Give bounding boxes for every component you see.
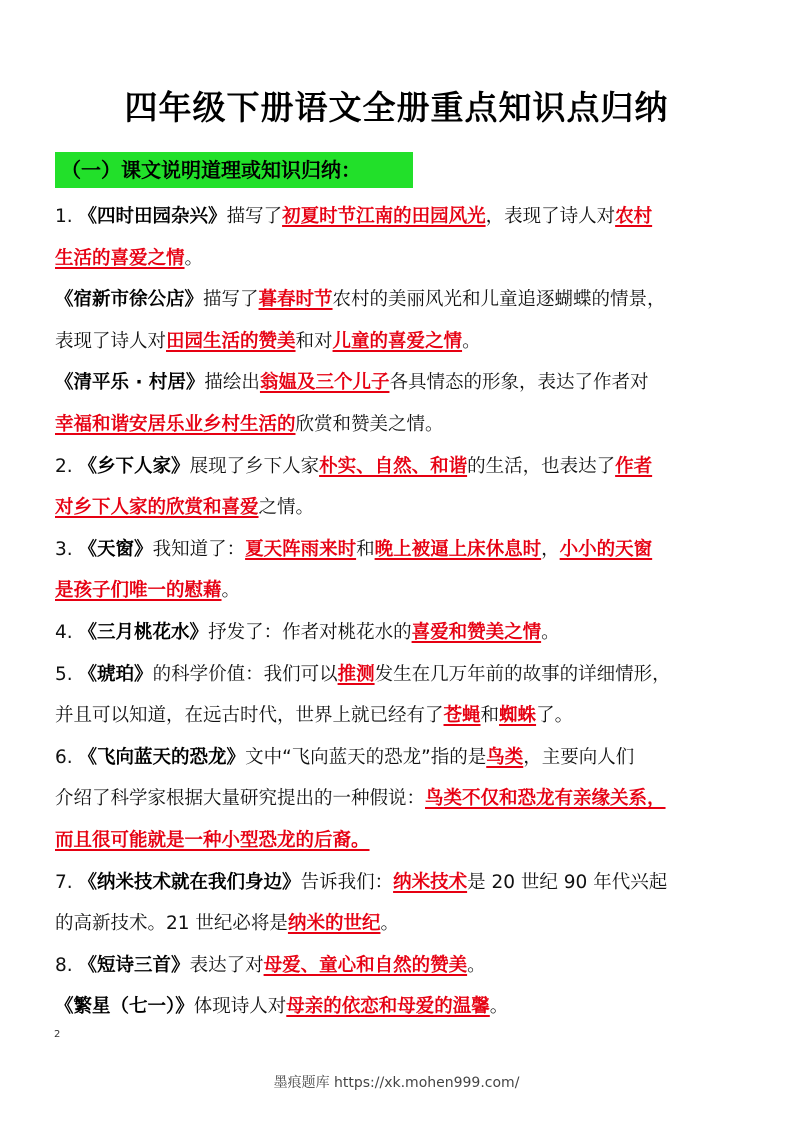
- key-phrase: 纳米的世纪: [287, 913, 381, 935]
- key-phrase: 喜爱和赞美之情: [411, 621, 542, 643]
- text-line: [55, 945, 745, 987]
- text-line: [55, 487, 745, 529]
- body-text: 。: [221, 580, 241, 602]
- text-line: [55, 737, 745, 779]
- body-text: 农村的美丽风光和儿童追逐蝴蝶的情景，: [332, 289, 666, 311]
- lesson-title: 《四时田园杂兴》: [78, 206, 227, 227]
- lesson-title: 《飞向蓝天的恐龙》: [78, 746, 246, 768]
- key-phrase: 鸟类不仅和恐龙有亲缘关系，: [425, 788, 666, 810]
- body-text: 我知道了：: [152, 538, 246, 560]
- body-text: 。: [462, 330, 481, 352]
- footer-watermark: 墨痕题库 https://xk.mohen999.com/: [273, 1075, 520, 1091]
- text-line: [55, 238, 745, 280]
- key-phrase: 而且很可能就是一种小型恐龙的后裔。: [55, 829, 370, 851]
- body-text: 的高新技术。21 世纪必将是: [55, 913, 288, 935]
- body-text: 发生在几万年前的故事的详细情形，: [374, 663, 671, 685]
- body-text: 是 20 世纪 90 年代兴起: [467, 871, 668, 893]
- text-line: [55, 404, 745, 446]
- key-phrase: 田园生活的赞美: [166, 330, 296, 352]
- text-line: [55, 695, 745, 737]
- key-phrase: 对乡下人家的欣赏和喜爱: [55, 497, 259, 519]
- key-phrase: 夏天阵雨来时: [245, 538, 357, 560]
- key-phrase: 暮春时节: [258, 289, 333, 311]
- text-line: [55, 362, 745, 404]
- body-text: ，表现了诗人对: [485, 206, 616, 227]
- body-text: 描写了: [203, 289, 259, 311]
- key-phrase: 推测: [337, 663, 375, 685]
- body-text: 。: [541, 621, 560, 643]
- body-text: 的科学价值：我们可以: [152, 663, 338, 685]
- body-text: 1.: [55, 206, 79, 227]
- body-text: 表现了诗人对: [55, 330, 167, 352]
- text-line: [55, 529, 745, 571]
- section-heading: （一）课文说明道理或知识归纳：: [55, 152, 413, 188]
- body-text: 告诉我们：: [300, 871, 394, 893]
- body-text: 4.: [55, 621, 79, 643]
- body-text: 3.: [55, 538, 79, 560]
- lesson-title: 《宿新市徐公店》: [55, 289, 204, 311]
- key-phrase: 母爱、童心和自然的赞美: [263, 954, 468, 976]
- text-line: [55, 279, 745, 321]
- body-text: 。: [380, 913, 399, 935]
- key-phrase: 作者: [615, 455, 653, 477]
- body-text: 和: [480, 705, 500, 727]
- body-text: 2.: [55, 455, 79, 477]
- body-text: 和对: [295, 330, 333, 352]
- text-line: [55, 986, 745, 1028]
- body-text: 。: [184, 247, 204, 269]
- page-title: 四年级下册语文全册重点知识点归纳: [124, 88, 669, 127]
- key-phrase: 苍蝇: [443, 705, 481, 727]
- key-phrase: 鸟类: [486, 746, 524, 768]
- body-text: 5.: [55, 663, 79, 685]
- key-phrase: 翁媪及三个儿子: [259, 372, 390, 394]
- body-text: 的生活，也表达了: [467, 455, 616, 477]
- key-phrase: 晚上被逼上床休息时: [374, 538, 542, 560]
- lesson-title: 《纳米技术就在我们身边》: [78, 871, 301, 893]
- key-phrase: 蜘蛛: [499, 705, 537, 727]
- body-text: 表达了对: [189, 954, 264, 976]
- key-phrase: 纳米技术: [393, 871, 468, 893]
- lesson-title: 《琥珀》: [78, 663, 153, 685]
- lesson-title: 《三月桃花水》: [78, 621, 209, 643]
- key-phrase: 母亲的依恋和母爱的温馨: [286, 996, 490, 1018]
- key-phrase: 农村: [615, 206, 653, 227]
- body-text: 抒发了：作者对桃花水的: [208, 621, 412, 643]
- body-text: 。: [467, 954, 486, 976]
- body-text: 8.: [55, 954, 79, 976]
- body-text: 6.: [55, 746, 79, 768]
- text-line: [55, 778, 745, 820]
- text-line: [55, 446, 745, 488]
- lesson-title: 《乡下人家》: [78, 455, 190, 477]
- body-text: 和: [356, 538, 375, 560]
- body-text: 了。: [536, 705, 574, 727]
- body-text: 各具情态的形象，表达了作者对: [389, 372, 649, 394]
- lesson-title: 《天窗》: [78, 538, 153, 560]
- text-line: [55, 862, 745, 904]
- text-line: [55, 820, 745, 862]
- body-text: 欣赏和赞美之情。: [295, 413, 444, 435]
- body-text: 。: [489, 996, 509, 1018]
- key-phrase: 幸福和谐安居乐业乡村生活的: [55, 413, 296, 435]
- lesson-title: 《短诗三首》: [78, 954, 190, 976]
- lesson-title: 《繁星（七一）》: [55, 996, 194, 1018]
- key-phrase: 儿童的喜爱之情: [332, 330, 463, 352]
- key-phrase: 朴实、自然、和谐: [319, 455, 468, 477]
- body-text: 体现诗人对: [193, 996, 287, 1018]
- key-phrase: 初夏时节江南的田园风光: [282, 206, 486, 227]
- page-number: 2: [54, 1029, 61, 1040]
- body-text: 文中“飞向蓝天的恐龙”指的是: [245, 746, 487, 768]
- body-text: 介绍了科学家根据大量研究提出的一种假说：: [55, 788, 426, 810]
- text-line: [55, 321, 745, 363]
- body-text: 展现了乡下人家: [189, 455, 320, 477]
- key-phrase: 小小的天窗: [559, 538, 653, 560]
- key-phrase: 生活的喜爱之情: [55, 247, 185, 269]
- body-text: 7.: [55, 871, 79, 893]
- body-text: 之情。: [258, 497, 315, 519]
- body-text: 并且可以知道，在远古时代，世界上就已经有了: [55, 705, 444, 727]
- body-text: 描绘出: [204, 372, 260, 394]
- body-text: ，主要向人们: [523, 746, 635, 768]
- body-text: ，: [541, 538, 560, 560]
- text-line: [55, 196, 745, 238]
- text-line: [55, 654, 745, 696]
- text-line: [55, 903, 745, 945]
- lesson-title: 《清平乐 · 村居》: [55, 372, 205, 394]
- content-body: [55, 196, 745, 1028]
- body-text: 描写了: [226, 206, 283, 227]
- key-phrase: 是孩子们唯一的慰藉: [55, 580, 222, 602]
- text-line: [55, 612, 745, 654]
- text-line: [55, 570, 745, 612]
